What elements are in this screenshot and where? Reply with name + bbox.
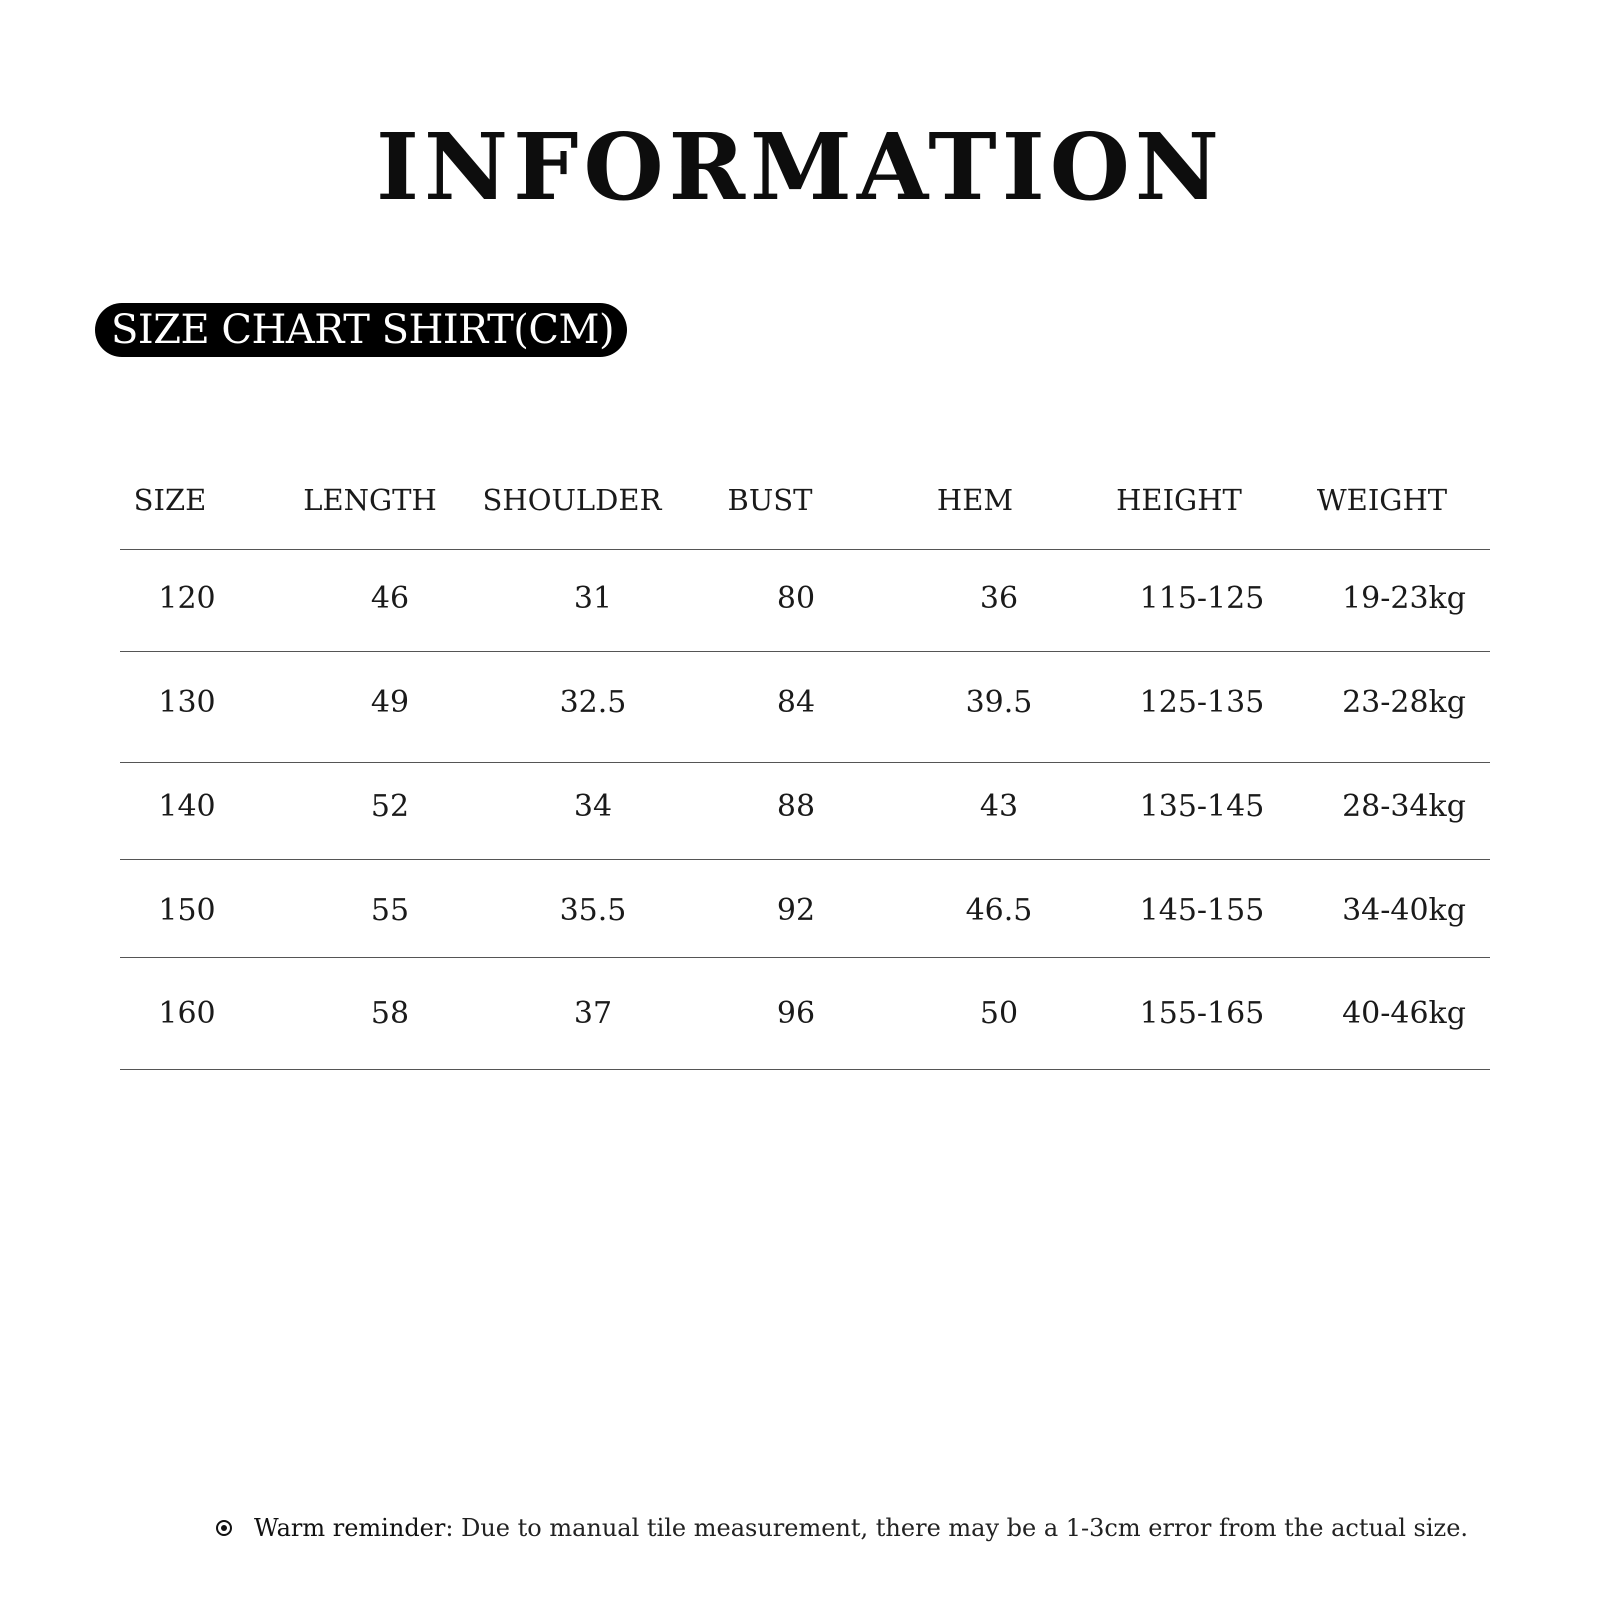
radio-bullet-icon: [216, 1520, 232, 1536]
cell-weight: 28-34kg: [1342, 789, 1466, 824]
reminder-text: : Due to manual tile measurement, there may be a 1-3cm error from the actual size.: [445, 1514, 1469, 1542]
cell-weight: 40-46kg: [1342, 996, 1466, 1031]
header-shoulder: SHOULDER: [482, 483, 662, 517]
cell-length: 46: [370, 581, 410, 616]
cell-bust: 96: [776, 996, 816, 1031]
cell-height: 155-165: [1139, 996, 1265, 1031]
cell-size: 120: [158, 581, 216, 616]
table-row: [120, 787, 1490, 827]
cell-weight: 19-23kg: [1342, 581, 1466, 616]
header-height: HEIGHT: [1116, 483, 1242, 517]
cell-bust: 84: [776, 685, 816, 720]
cell-size: 130: [158, 685, 216, 720]
section-label: SIZE CHART SHIRT(CM): [95, 303, 627, 357]
divider: [120, 549, 1490, 550]
header-length: LENGTH: [303, 483, 437, 517]
cell-bust: 92: [776, 893, 816, 928]
cell-shoulder: 37: [573, 996, 613, 1031]
reminder-label: Warm reminder: [254, 1514, 446, 1542]
cell-height: 125-135: [1139, 685, 1265, 720]
divider: [120, 762, 1490, 763]
cell-weight: 23-28kg: [1342, 685, 1466, 720]
cell-height: 115-125: [1139, 581, 1265, 616]
cell-hem: 50: [979, 996, 1019, 1031]
cell-shoulder: 31: [573, 581, 613, 616]
divider: [120, 957, 1490, 958]
cell-bust: 88: [776, 789, 816, 824]
header-bust: BUST: [727, 483, 813, 517]
divider: [120, 651, 1490, 652]
cell-size: 160: [158, 996, 216, 1031]
table-row: [120, 683, 1490, 723]
cell-hem: 36: [979, 581, 1019, 616]
cell-length: 52: [370, 789, 410, 824]
cell-weight: 34-40kg: [1342, 893, 1466, 928]
cell-shoulder: 34: [573, 789, 613, 824]
header-hem: HEM: [936, 483, 1014, 517]
table-row: [120, 579, 1490, 619]
divider: [120, 1069, 1490, 1070]
table-header: [120, 480, 1490, 520]
cell-length: 58: [370, 996, 410, 1031]
cell-length: 55: [370, 893, 410, 928]
cell-size: 140: [158, 789, 216, 824]
cell-size: 150: [158, 893, 216, 928]
page-title: INFORMATION: [376, 113, 1224, 221]
cell-height: 135-145: [1139, 789, 1265, 824]
header-size: SIZE: [133, 483, 207, 517]
cell-height: 145-155: [1139, 893, 1265, 928]
cell-hem: 43: [979, 789, 1019, 824]
table-row: [120, 891, 1490, 931]
divider: [120, 859, 1490, 860]
cell-hem: 46.5: [965, 893, 1033, 928]
cell-bust: 80: [776, 581, 816, 616]
table-row: [120, 994, 1490, 1034]
cell-hem: 39.5: [965, 685, 1033, 720]
cell-length: 49: [370, 685, 410, 720]
cell-shoulder: 35.5: [559, 893, 627, 928]
warm-reminder: [216, 1510, 1468, 1546]
cell-shoulder: 32.5: [559, 685, 627, 720]
header-weight: WEIGHT: [1316, 483, 1448, 517]
